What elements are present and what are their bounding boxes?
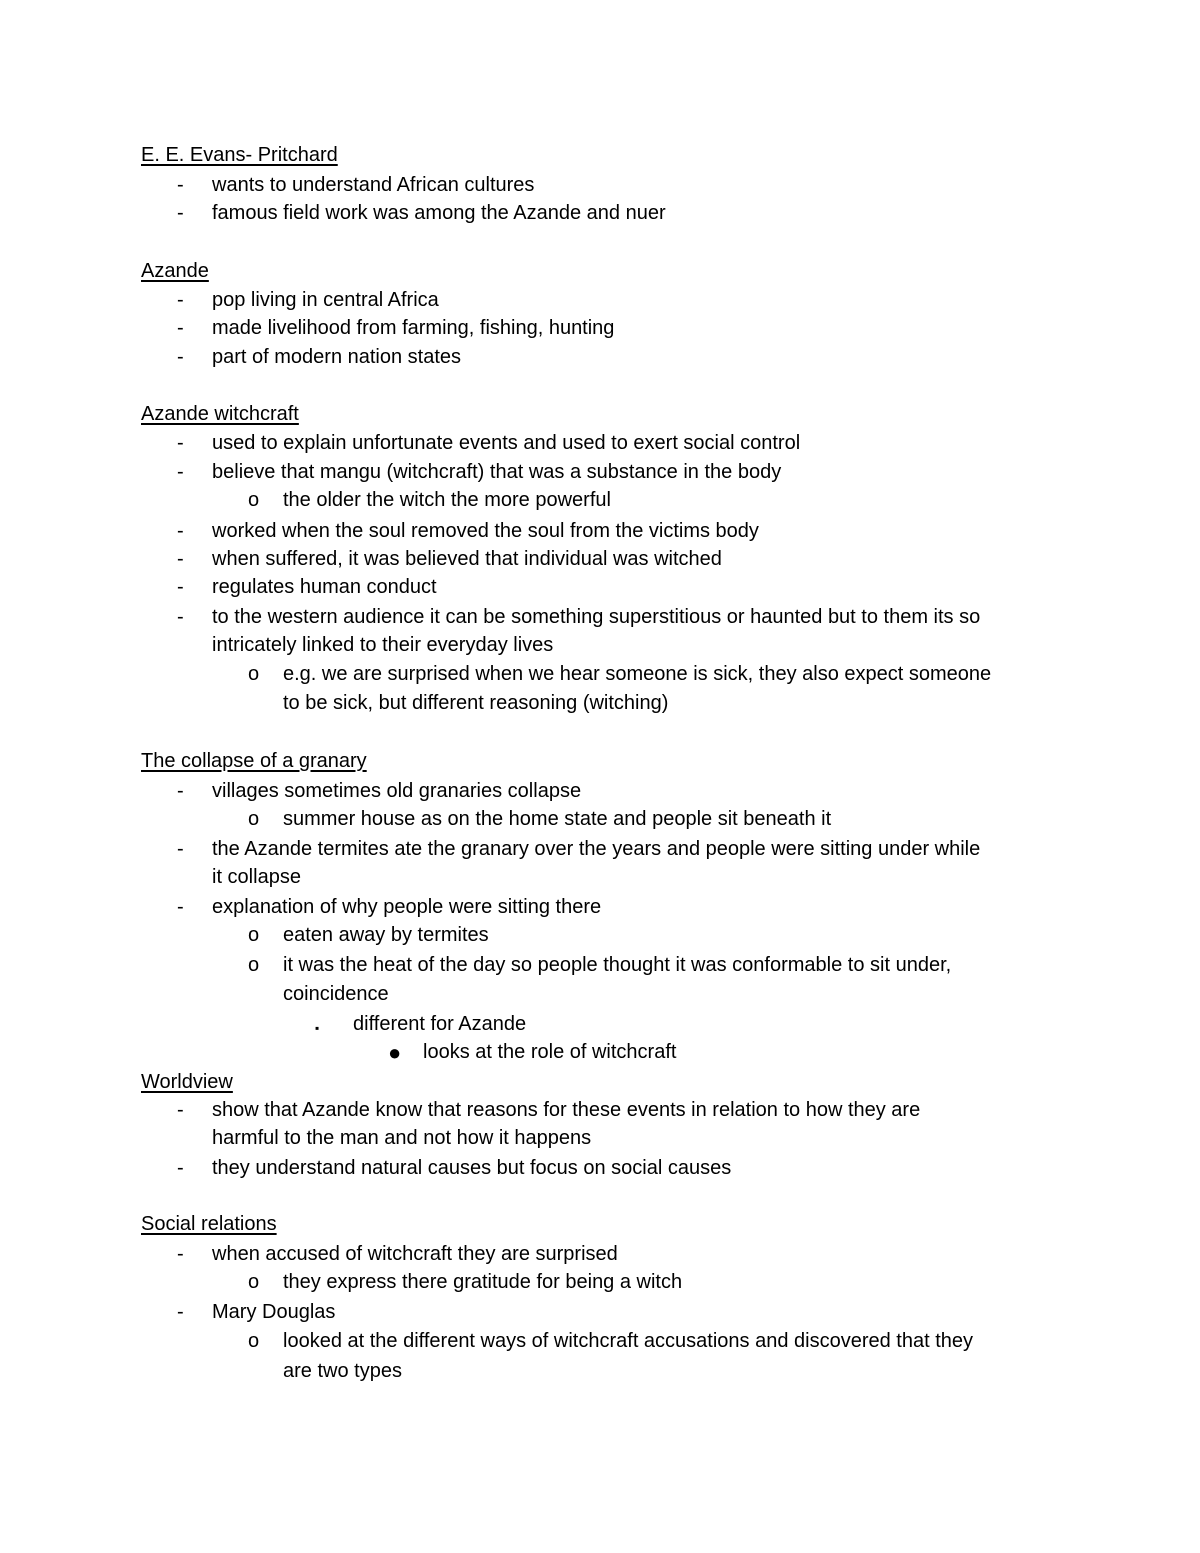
dash-bullet: - [177, 548, 184, 570]
list-item-text: famous field work was among the Azande and nuer [212, 202, 666, 224]
dash-bullet: - [177, 461, 184, 483]
dash-bullet: - [177, 346, 184, 368]
list-item-text: summer house as on the home state and people sit beneath it [283, 808, 832, 830]
list-item-text: looks at the role of witchcraft [423, 1041, 677, 1063]
list-item-text: show that Azande know that reasons for these events in relation to how they are [212, 1099, 921, 1121]
circle-bullet: o [248, 954, 260, 976]
list-item-text: looked at the different ways of witchcraft accusations and discovered that they [283, 1330, 974, 1352]
dash-bullet: - [177, 780, 184, 802]
list-item-text: e.g. we are surprised when we hear someone is sick, they also expect someone [283, 663, 992, 685]
list-item-text: wants to understand African cultures [212, 174, 535, 196]
dash-bullet: - [177, 576, 184, 598]
list-item-text: explanation of why people were sitting there [212, 896, 602, 918]
dash-bullet: - [177, 174, 184, 196]
list-item-text: part of modern nation states [212, 346, 462, 368]
list-item-text: different for Azande [353, 1013, 527, 1035]
dash-bullet: - [177, 896, 184, 918]
list-item-text: villages sometimes old granaries collapse [212, 780, 582, 802]
circle-bullet: o [248, 1271, 260, 1293]
circle-bullet: o [248, 1330, 260, 1352]
section-heading: Azande witchcraft [141, 403, 299, 425]
list-item-text: Mary Douglas [212, 1301, 336, 1323]
list-item-text: are two types [283, 1360, 402, 1382]
list-item-text: it collapse [212, 866, 301, 888]
list-item-text: worked when the soul removed the soul from the victims body [212, 520, 759, 542]
list-item-text: when suffered, it was believed that individual was witched [212, 548, 722, 570]
section-heading: Social relations [141, 1213, 277, 1235]
section-heading: Azande [141, 260, 209, 282]
square-bullet: ▪ [315, 1021, 320, 1035]
list-item-text: regulates human conduct [212, 576, 437, 598]
dash-bullet: - [177, 317, 184, 339]
list-item-text: made livelihood from farming, fishing, hunting [212, 317, 615, 339]
list-item-text: when accused of witchcraft they are surprised [212, 1243, 618, 1265]
dash-bullet: - [177, 838, 184, 860]
list-item-text: they express there gratitude for being a witch [283, 1271, 683, 1293]
dash-bullet: - [177, 1301, 184, 1323]
dash-bullet: - [177, 606, 184, 628]
circle-bullet: o [248, 489, 260, 511]
dash-bullet: - [177, 1157, 184, 1179]
list-item-text: the older the witch the more powerful [283, 489, 611, 511]
section-heading: E. E. Evans- Pritchard [141, 144, 338, 166]
list-item-text: believe that mangu (witchcraft) that was a substance in the body [212, 461, 782, 483]
circle-bullet: o [248, 808, 260, 830]
list-item-text: harmful to the man and not how it happens [212, 1127, 592, 1149]
list-item-text: to be sick, but different reasoning (witching) [283, 692, 669, 714]
list-item-text: they understand natural causes but focus on social causes [212, 1157, 732, 1179]
section-heading: Worldview [141, 1071, 233, 1093]
list-item-text: it was the heat of the day so people thought it was conformable to sit under, [283, 954, 952, 976]
list-item-text: to the western audience it can be something superstitious or haunted but to them its so [212, 606, 981, 628]
list-item-text: the Azande termites ate the granary over the years and people were sitting under while [212, 838, 981, 860]
dash-bullet: - [177, 432, 184, 454]
list-item-text: eaten away by termites [283, 924, 489, 946]
circle-bullet: o [248, 663, 260, 685]
dash-bullet: - [177, 202, 184, 224]
dash-bullet: - [177, 1243, 184, 1265]
dash-bullet: - [177, 1099, 184, 1121]
list-item-text: pop living in central Africa [212, 289, 439, 311]
dot-bullet: ● [388, 1040, 402, 1065]
list-item-text: used to explain unfortunate events and used to exert social control [212, 432, 801, 454]
list-item-text: coincidence [283, 983, 389, 1005]
section-heading: The collapse of a granary [141, 750, 367, 772]
dash-bullet: - [177, 520, 184, 542]
circle-bullet: o [248, 924, 260, 946]
list-item-text: intricately linked to their everyday lives [212, 634, 554, 656]
dash-bullet: - [177, 289, 184, 311]
